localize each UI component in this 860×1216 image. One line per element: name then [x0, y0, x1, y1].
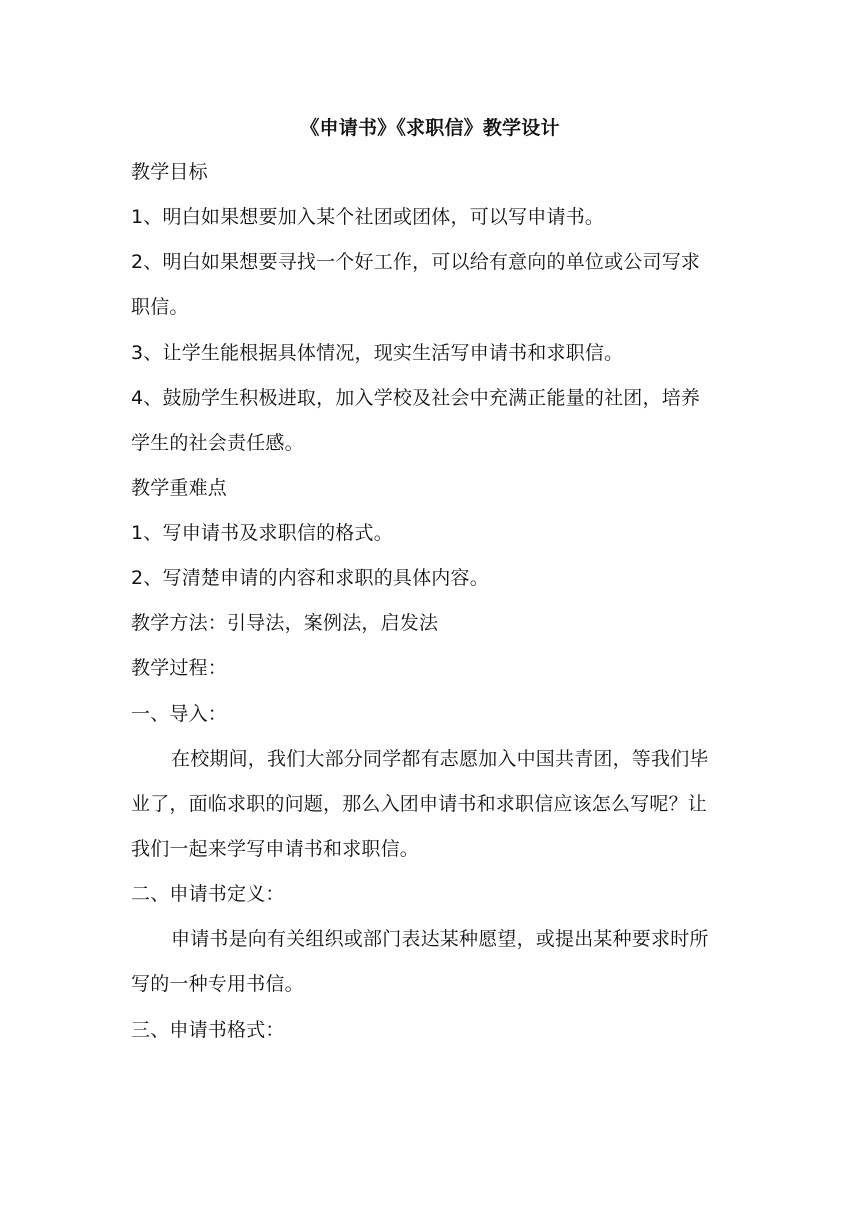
subheading-introduction: 一、导入：: [131, 703, 228, 725]
definition-paragraph-line-1: 申请书是向有关组织或部门表达某种愿望，或提出某种要求时所: [171, 928, 709, 950]
section-heading-teaching-goals: 教学目标: [131, 161, 208, 183]
introduction-paragraph-line-1: 在校期间，我们大部分同学都有志愿加入中国共青团，等我们毕: [171, 748, 709, 770]
goal-item-1: 1、明白如果想要加入某个社团或团体，可以写申请书。: [131, 206, 605, 228]
subheading-application-format: 三、申请书格式：: [131, 1019, 285, 1041]
key-point-item-1: 1、写申请书及求职信的格式。: [131, 522, 393, 544]
document-title: 《申请书》《求职信》教学设计: [300, 117, 560, 139]
section-heading-key-points: 教学重难点: [131, 477, 228, 499]
key-point-item-2: 2、写清楚申请的内容和求职的具体内容。: [131, 567, 489, 589]
subheading-application-definition: 二、申请书定义：: [131, 883, 285, 905]
goal-item-4-continued: 学生的社会责任感。: [131, 432, 304, 454]
definition-paragraph-line-2: 写的一种专用书信。: [131, 973, 304, 995]
goal-item-2-continued: 职信。: [131, 296, 189, 318]
section-heading-teaching-process: 教学过程：: [131, 657, 228, 679]
introduction-paragraph-line-3: 我们一起来学写申请书和求职信。: [131, 838, 420, 860]
teaching-methods: 教学方法：引导法，案例法，启发法: [131, 612, 439, 634]
introduction-paragraph-line-2: 业了，面临求职的问题，那么入团申请书和求职信应该怎么写呢？让: [131, 793, 708, 815]
goal-item-3: 3、让学生能根据具体情况，现实生活写申请书和求职信。: [131, 342, 624, 364]
goal-item-2: 2、明白如果想要寻找一个好工作，可以给有意向的单位或公司写求: [131, 251, 701, 273]
goal-item-4: 4、鼓励学生积极进取，加入学校及社会中充满正能量的社团，培养: [131, 387, 701, 409]
